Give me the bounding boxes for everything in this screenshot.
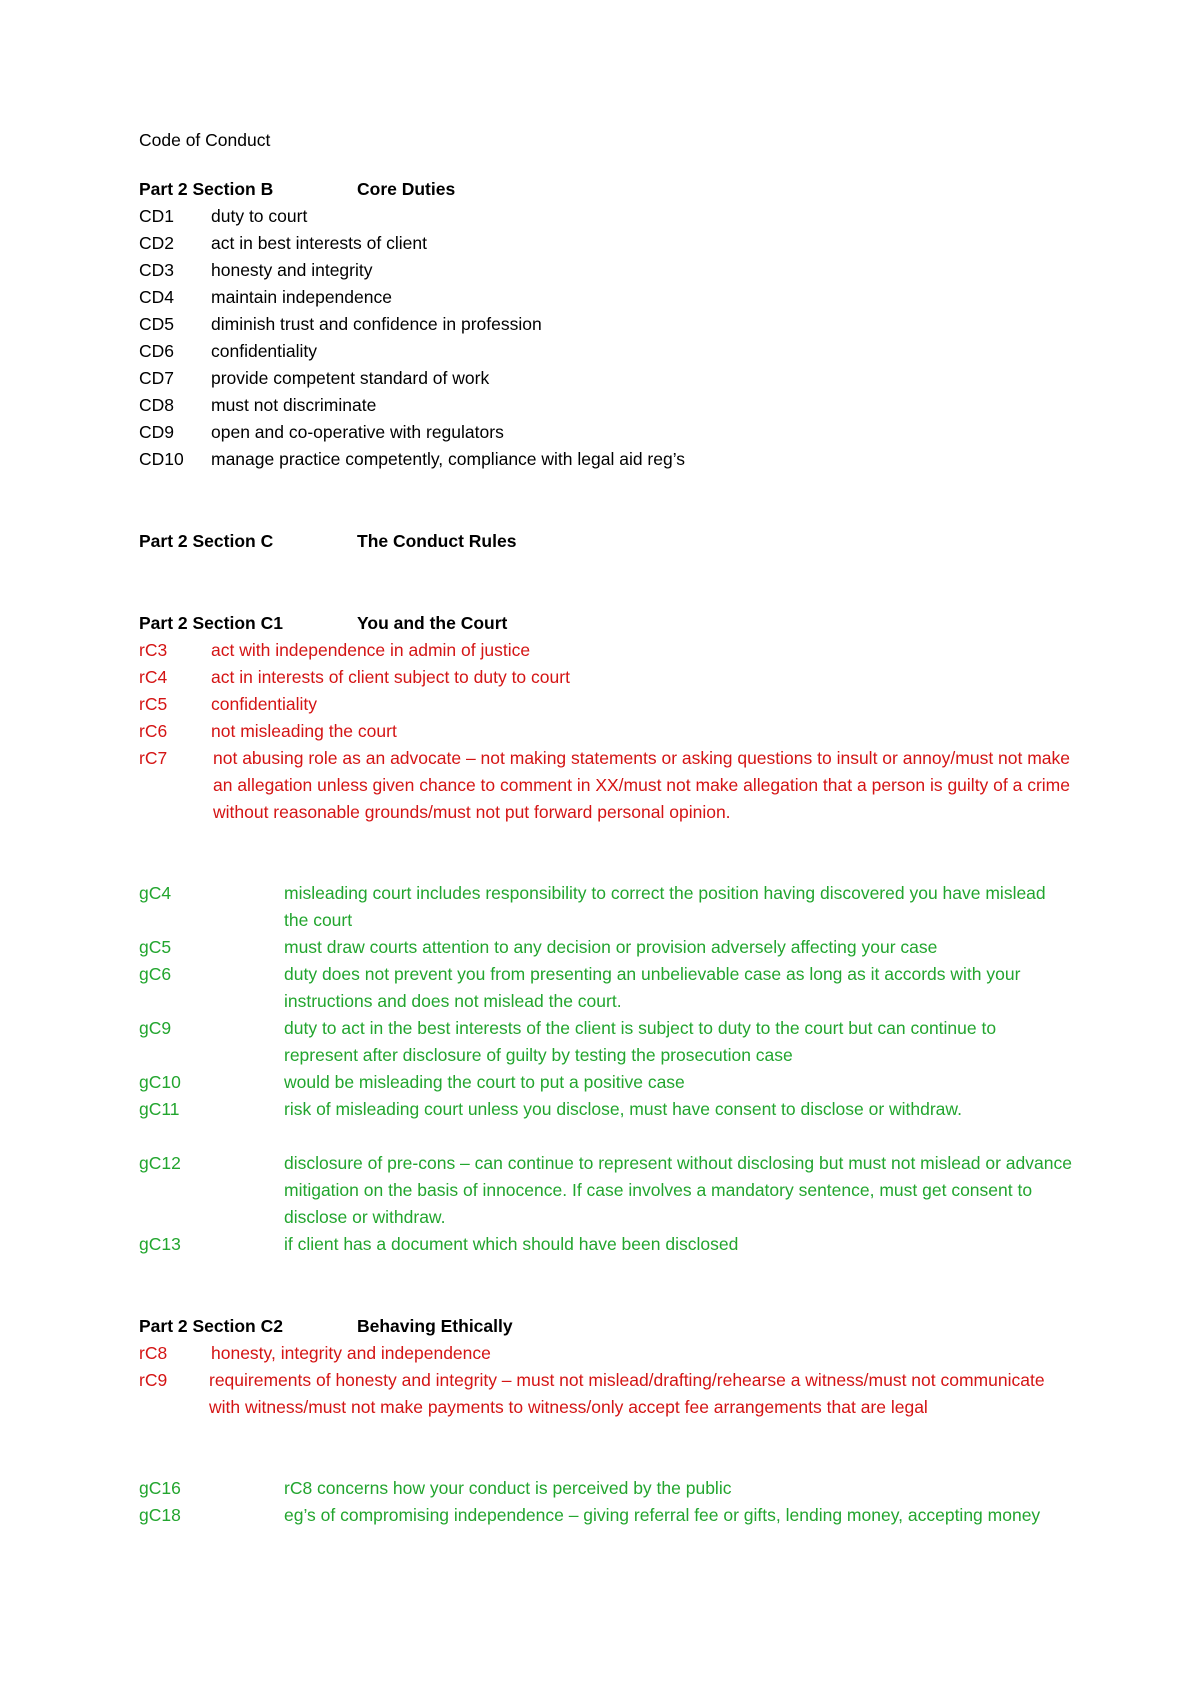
guidance-text: misleading court includes responsibility to correct the position having discovered you have mislead the court xyxy=(284,883,1046,931)
guidance-text: duty to act in the best interests of the client is subject to duty to the court but can continue to represent after disclosure of guilty by testing the prosecution case xyxy=(284,1018,997,1066)
rule-code: rC7 xyxy=(139,748,168,768)
rule-code: rC8 xyxy=(139,1343,168,1363)
duty-code: CD6 xyxy=(139,341,175,361)
duty-code: CD1 xyxy=(139,206,175,226)
duty-text: act in best interests of client xyxy=(211,233,427,253)
guidance-code: gC5 xyxy=(139,937,172,957)
document-title: Code of Conduct xyxy=(139,130,271,150)
duty-code: CD9 xyxy=(139,422,175,442)
section-label: Part 2 Section C xyxy=(139,531,274,551)
guidance-text: eg’s of compromising independence – giving referral fee or gifts, lending money, accepting money xyxy=(284,1505,1041,1525)
guidance-code: gC12 xyxy=(139,1153,181,1173)
guidance-code: gC16 xyxy=(139,1478,181,1498)
rule-text: confidentiality xyxy=(211,694,318,714)
duty-text: diminish trust and confidence in profession xyxy=(211,314,542,334)
guidance-code: gC11 xyxy=(139,1099,180,1119)
duty-text: must not discriminate xyxy=(211,395,377,415)
section-label: Part 2 Section B xyxy=(139,179,274,199)
rule-text: not abusing role as an advocate – not making statements or asking questions to insult or annoy/must not make an allegation unless given chance to comment in XX/must not make allegation that a person is guilty of a crime without reasonable grounds/must not put forward personal opinion. xyxy=(213,748,1071,823)
duty-code: CD3 xyxy=(139,260,175,280)
duty-text: duty to court xyxy=(211,206,308,226)
section-title: The Conduct Rules xyxy=(357,531,517,551)
rule-text: not misleading the court xyxy=(211,721,397,741)
guidance-code: gC4 xyxy=(139,883,172,903)
duty-text: confidentiality xyxy=(211,341,318,361)
guidance-text: disclosure of pre-cons – can continue to represent without disclosing but must not mislead or advance mitigation on the basis of innocence. If case involves a mandatory sentence, must get consent to disclose or withdraw. xyxy=(284,1153,1072,1228)
rule-text: act with independence in admin of justice xyxy=(211,640,531,660)
rule-code: rC4 xyxy=(139,667,168,687)
guidance-text: rC8 concerns how your conduct is perceived by the public xyxy=(284,1478,732,1498)
guidance-code: gC9 xyxy=(139,1018,172,1038)
duty-code: CD10 xyxy=(139,449,184,469)
guidance-text: must draw courts attention to any decision or provision adversely affecting your case xyxy=(284,937,938,957)
guidance-text: would be misleading the court to put a positive case xyxy=(284,1072,685,1092)
section-title: You and the Court xyxy=(357,613,508,633)
duty-text: honesty and integrity xyxy=(211,260,373,280)
guidance-text: if client has a document which should have been disclosed xyxy=(284,1234,739,1254)
rule-text: act in interests of client subject to duty to court xyxy=(211,667,570,687)
duty-code: CD7 xyxy=(139,368,175,388)
rule-code: rC9 xyxy=(139,1370,168,1390)
rule-code: rC3 xyxy=(139,640,168,660)
rule-text: honesty, integrity and independence xyxy=(211,1343,491,1363)
duty-code: CD5 xyxy=(139,314,175,334)
rule-code: rC6 xyxy=(139,721,168,741)
guidance-code: gC13 xyxy=(139,1234,181,1254)
guidance-code: gC6 xyxy=(139,964,172,984)
section-label: Part 2 Section C1 xyxy=(139,613,283,633)
duty-text: manage practice competently, compliance with legal aid reg’s xyxy=(211,449,686,469)
guidance-code: gC18 xyxy=(139,1505,181,1525)
duty-code: CD4 xyxy=(139,287,175,307)
duty-code: CD2 xyxy=(139,233,175,253)
section-title: Core Duties xyxy=(357,179,456,199)
guidance-code: gC10 xyxy=(139,1072,181,1092)
section-title: Behaving Ethically xyxy=(357,1316,513,1336)
guidance-text: risk of misleading court unless you disclose, must have consent to disclose or withdraw. xyxy=(284,1099,962,1119)
duty-text: maintain independence xyxy=(211,287,392,307)
duty-code: CD8 xyxy=(139,395,175,415)
section-label: Part 2 Section C2 xyxy=(139,1316,283,1336)
duty-text: provide competent standard of work xyxy=(211,368,490,388)
duty-text: open and co-operative with regulators xyxy=(211,422,504,442)
rule-code: rC5 xyxy=(139,694,168,714)
guidance-text: duty does not prevent you from presenting an unbelievable case as long as it accords with your instructions and does not mislead the court. xyxy=(284,964,1021,1012)
rule-text: requirements of honesty and integrity – must not mislead/drafting/rehearse a witness/must not communicate with witness/must not make payments to witness/only accept fee arrangements that are legal xyxy=(209,1370,1045,1418)
